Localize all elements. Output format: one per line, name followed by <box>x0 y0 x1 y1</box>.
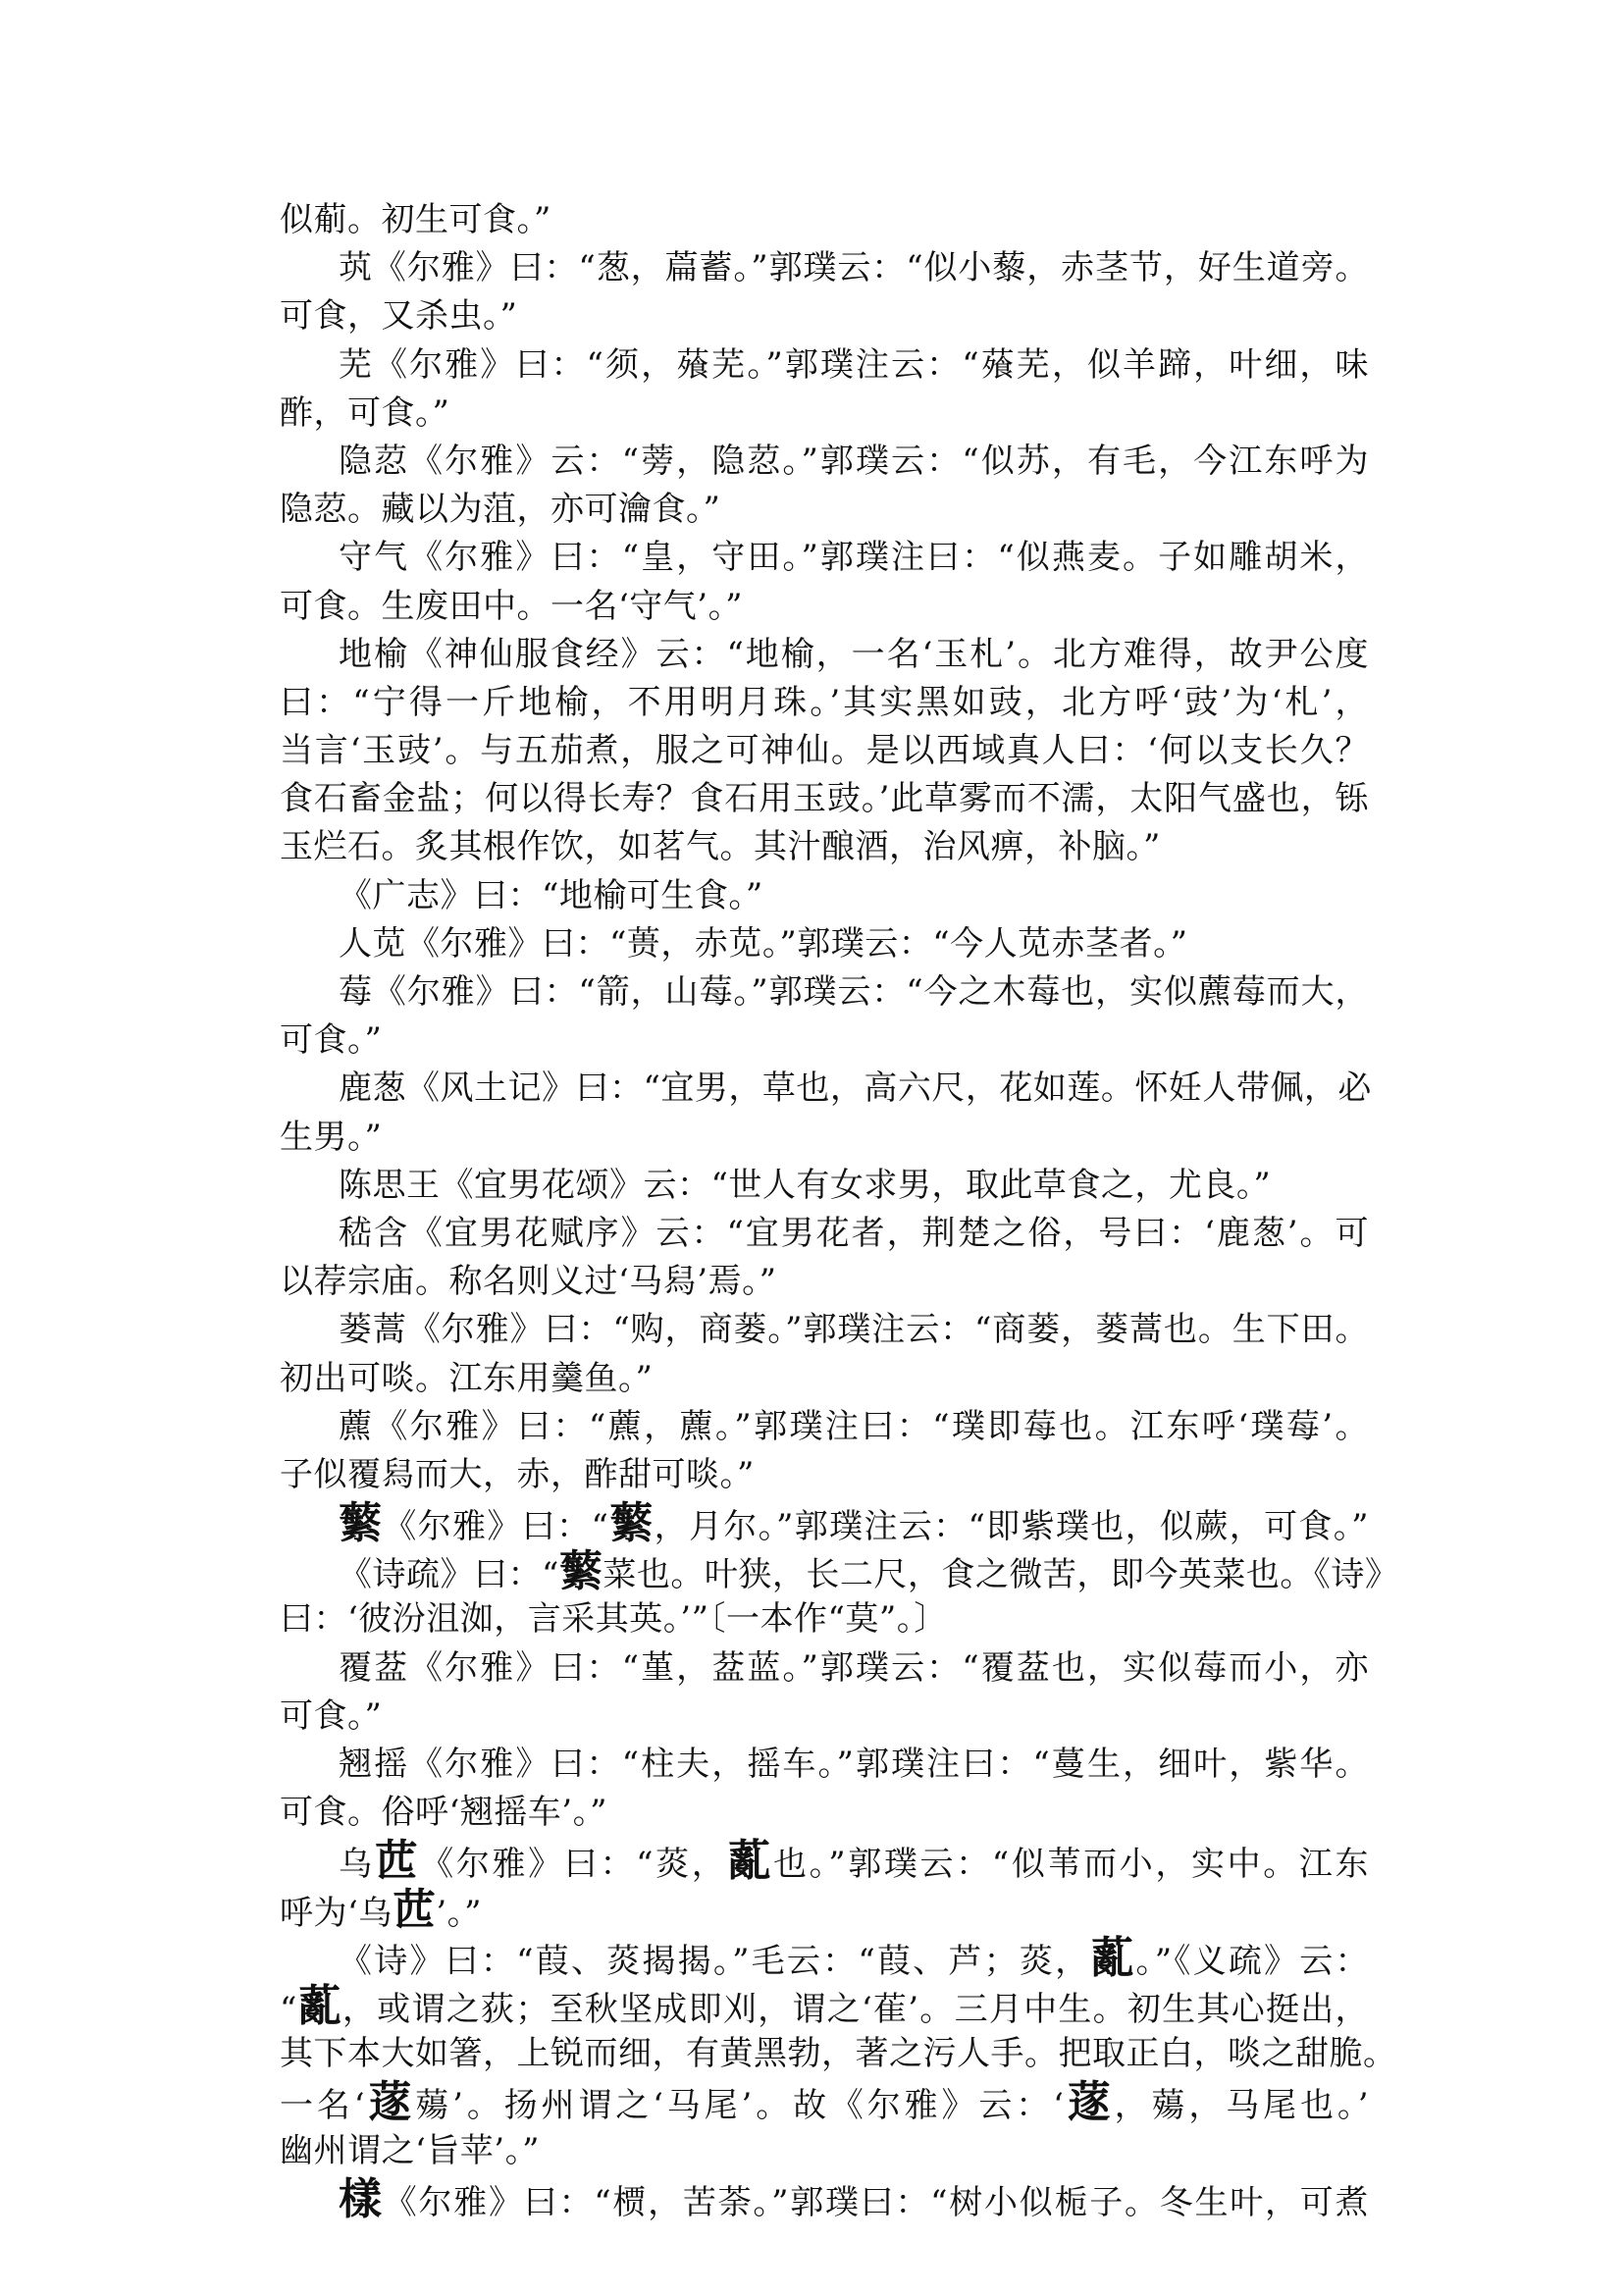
rare-character: 蘩 <box>339 1498 384 1549</box>
text-line: 子似覆舄而大，赤，酢甜可啖。” <box>280 1454 755 1494</box>
text-line: 初出可啖。江东用羹鱼。” <box>280 1358 654 1398</box>
rare-character: 蓫 <box>1064 2077 1115 2128</box>
text-line <box>280 1886 1369 1934</box>
text-line: 翘摇《尔雅》曰：“柱夫，摇车。”郭璞注曰：“蔓生，细叶，紫华。 <box>339 1745 1369 1784</box>
text-line: 可食。生废田中。一名‘守气’。” <box>280 586 743 626</box>
text-segment: 薚’。扬州谓之‘马尾’。故《尔雅》云：‘ <box>415 2086 1065 2126</box>
text-line: 藨《尔雅》曰：“藨，藨。”郭璞注曰：“璞即莓也。江东呼‘璞莓’。 <box>339 1406 1369 1446</box>
text-line: 覆葐《尔雅》曰：“堇，葐蓝。”郭璞云：“覆葐也，实似莓而小，亦 <box>339 1647 1369 1688</box>
text-line: 地榆《神仙服食经》云：“地榆，一名‘玉札’。北方难得，故尹公度 <box>339 634 1369 674</box>
text-line: 食石畜金盐；何以得长寿？食石用玉豉。’此草雾而不濡，太阳气盛也，铄 <box>280 779 1369 819</box>
text-line: 莓《尔雅》曰：“箭，山莓。”郭璞云：“今之木莓也，实似藨莓而大， <box>339 972 1369 1012</box>
text-segment: 。”《义疏》云： <box>1135 1941 1369 1981</box>
text-line: 茿《尔雅》曰：“葱，萹蓄。”郭璞云：“似小藜，赤茎节，好生道旁。 <box>339 248 1369 288</box>
document-page <box>280 196 1399 2224</box>
text-line: 可食。” <box>280 1020 383 1061</box>
rare-character: 薍 <box>1090 1932 1136 1983</box>
rare-character: 蘩 <box>558 1546 603 1597</box>
text-segment: ，或谓之荻；至秋坚成即刈，谓之‘萑’。三月中生。初生其心挺出， <box>341 1989 1369 2029</box>
text-segment: 《诗》曰：“葭、菼揭揭。”毛云：“葭、芦；菼， <box>339 1941 1091 1981</box>
text-segment: 《尔雅》曰：“菼， <box>420 1845 728 1885</box>
text-line: 可食。俗呼‘翘摇车’。” <box>280 1793 607 1833</box>
text-line: 鹿葱《风土记》曰：“宜男，草也，高六尺，花如莲。怀妊人带佩，必 <box>339 1069 1372 1109</box>
text-line: 《广志》曰：“地榆可生食。” <box>339 875 763 915</box>
text-line: 可食，又杀虫。” <box>280 296 518 337</box>
text-segment: 《尔雅》曰：“ <box>383 1507 609 1547</box>
text-line <box>280 1934 1369 1982</box>
rare-character: 蓫 <box>365 2077 416 2128</box>
text-line <box>280 2078 1369 2126</box>
text-line: 人苋《尔雅》曰：“蒉，赤苋。”郭璞云：“今人苋赤茎者。” <box>339 923 1188 964</box>
text-line: 酢，可食。” <box>280 392 450 433</box>
rare-character: 苉 <box>374 1836 421 1887</box>
text-segment: 《诗疏》曰：“ <box>339 1555 559 1595</box>
text-line <box>280 1499 1369 1547</box>
text-line: 嵇含《宜男花赋序》云：“宜男花者，荆楚之俗，号曰：‘鹿葱’。可 <box>339 1213 1369 1253</box>
text-line: 可食。” <box>280 1695 383 1736</box>
text-line: 幽州谓之‘旨苹’。” <box>280 2130 540 2170</box>
text-line: 其下本大如箸，上锐而细，有黄黑勃，著之污人手。把取正白，啖之甜脆。 <box>280 2034 1397 2074</box>
text-line: 当言‘玉豉’。与五茄煮，服之可神仙。是以西域真人曰：‘何以支长久？ <box>280 731 1369 771</box>
text-segment: ’。” <box>436 1893 483 1933</box>
text-line <box>280 1546 1399 1597</box>
text-line: 似葪。初生可食。” <box>280 200 551 239</box>
text-line: 陈思王《宜男花颂》云：“世人有女求男，取此草食之，尤良。” <box>339 1165 1272 1205</box>
text-segment: 也。”郭璞云：“似苇而小，实中。江东 <box>773 1845 1370 1885</box>
text-line: 玉烂石。炙其根作饮，如茗气。其汁酿酒，治风痹，补脑。” <box>280 827 1161 867</box>
text-segment: ，薚，马尾也。’ <box>1114 2086 1370 2126</box>
text-segment: 一名‘ <box>280 2086 366 2126</box>
text-line: 曰：‘彼汾沮洳，言采其英。’”〔一本作“莫”。〕 <box>280 1599 948 1640</box>
rare-character: 苉 <box>392 1884 437 1935</box>
rare-character: 樣 <box>339 2173 384 2224</box>
text-line: 守气《尔雅》曰：“皇，守田。”郭璞注曰：“似燕麦。子如雕胡米， <box>339 538 1369 578</box>
text-segment: “ <box>280 1989 297 2029</box>
text-segment: 菜也。叶狭，长二尺，食之微苦，即今英菜也。《诗》 <box>602 1555 1399 1595</box>
text-line: 隐荵。藏以为菹，亦可瀹食。” <box>280 490 721 530</box>
text-segment: 《尔雅》曰：“槚，苦荼。”郭璞曰：“树小似栀子。冬生叶，可煮 <box>383 2182 1369 2222</box>
text-line: 生男。” <box>280 1117 383 1157</box>
text-line: 曰：“宁得一斤地榆，不用明月珠。’其实黑如豉，北方呼‘豉’为‘札’， <box>280 682 1369 722</box>
text-line <box>280 1837 1369 1885</box>
text-line: 芜《尔雅》曰：“须，蕵芜。”郭璞注云：“蕵芜，似羊蹄，叶细，味 <box>339 344 1369 385</box>
text-segment: 呼为‘乌 <box>280 1893 393 1933</box>
rare-character: 薍 <box>296 1980 342 2031</box>
text-line: 蒌蒿《尔雅》曰：“购，商蒌。”郭璞注云：“商蒌，蒌蒿也。生下田。 <box>339 1310 1369 1350</box>
text-line: 隐荵《尔雅》云：“蒡，隐荵。”郭璞云：“似苏，有毛，今江东呼为 <box>339 441 1369 481</box>
text-line <box>280 2175 1369 2223</box>
text-segment: 乌 <box>339 1845 375 1885</box>
text-segment: ，月尔。”郭璞注云：“即紫璞也，似蕨，可食。” <box>654 1507 1370 1547</box>
text-line <box>280 1982 1369 2030</box>
rare-character: 蘩 <box>608 1498 655 1549</box>
rare-character: 薍 <box>727 1836 773 1887</box>
text-line: 以荐宗庙。称名则义过‘马舄’焉。” <box>280 1262 777 1302</box>
